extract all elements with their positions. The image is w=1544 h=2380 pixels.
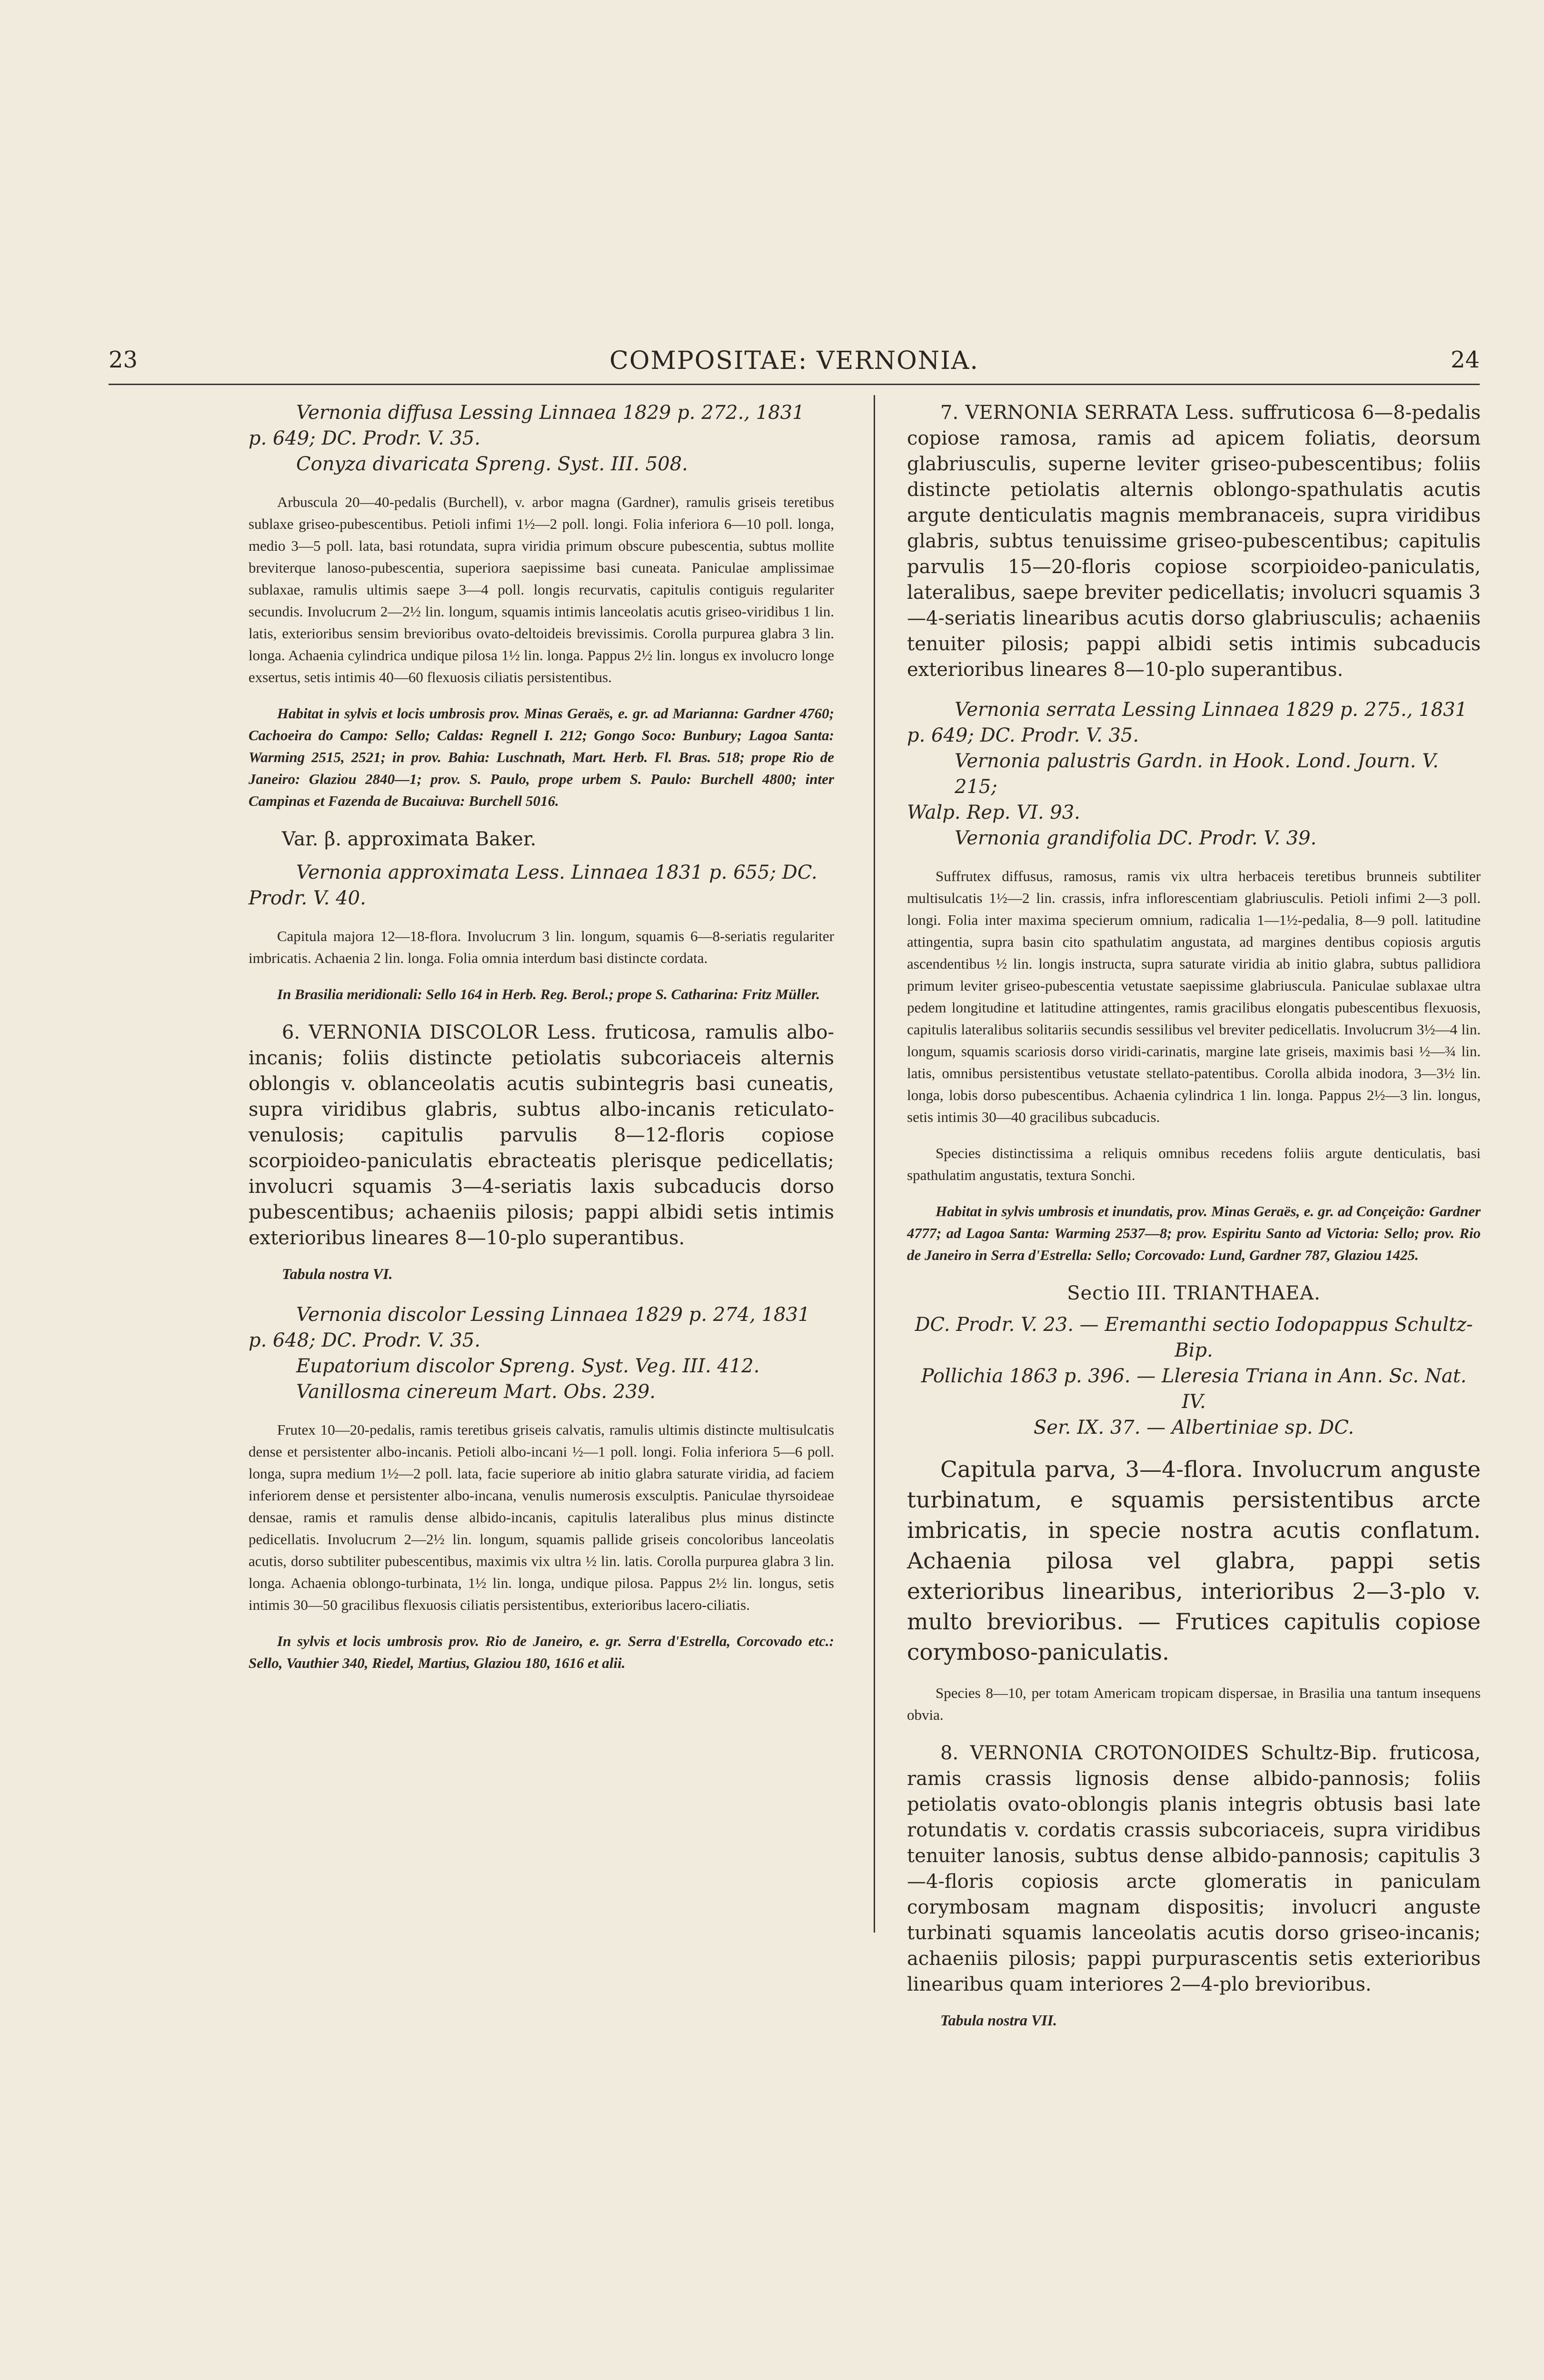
section-description: Capitula parva, 3—4-flora. Involucrum anguste turbinatum, e squamis persistentibus arcte imbricatis, in specie nostra acutis conflatum. Achaenia pilosa vel glabra, pappi setis exterioribus linearibus, interioribus 2—3-plo v. multo brevioribus. — Frutices capitulis copiose corymboso-paniculatis. (907, 1457, 1481, 1666)
habitat-diffusa: Habitat in sylvis et locis umbrosis prov. Minas Geraës, e. gr. ad Marianna: Gardner 4760; Cachoeira do Campo: Sello; Caldas: Regnell I. 212; Gongo Soco: Bunbury; Lagoa Santa: Warming 2515, 2521; in prov. Bahia: Luschnath, Mart. Herb. Fl. Bras. 518; prope Rio de Janeiro: Glaziou 2840—1; prov. S. Paulo, prope urbem S. Paulo: Burchell 4800; inter Campinas et Fazenda de Bucaiuva: Burchell 5016. (249, 705, 834, 809)
running-title: COMPOSITAE: VERNONIA. (609, 347, 979, 375)
note-serrata: Species distinctissima a reliquis omnibus recedens foliis argute denticulatis, basi spathulatim angustatis, textura Sonchi. (907, 1145, 1481, 1183)
section-synonym-line: Pollichia 1863 p. 396. — Lleresia Triana in Ann. Sc. Nat. IV. (921, 1365, 1467, 1413)
synonymy-serrata (907, 697, 1481, 851)
right-column (907, 400, 1481, 2048)
page-number-right: 24 (1450, 347, 1480, 373)
synonym-line: Vernonia palustris Gardn. in Hook. Lond. Journ. V. 215; (955, 750, 1439, 798)
habitat-serrata: Habitat in sylvis umbrosis et inundatis, prov. Minas Geraës, e. gr. ad Conçeição: Gardner 4777; ad Lagoa Santa: Warming 2537—8; prov. Espiritu Santo ad Victoria: Sello; prov. Rio de Janeiro in Serra d'Estrella: Sello; Corcovado: Lund, Gardner 787, Glaziou 1425. (907, 1203, 1481, 1263)
section-synonym-line: Ser. IX. 37. — Albertiniae sp. DC. (1033, 1417, 1355, 1438)
synonym-line: p. 649; DC. Prodr. V. 35. (907, 724, 1139, 746)
synonymy-discolor (249, 1302, 834, 1405)
synonym-line: p. 648; DC. Prodr. V. 35. (249, 1329, 481, 1351)
variety-heading: Var. β. approximata Baker. (282, 828, 537, 850)
synonym-line: Vernonia grandifolia DC. Prodr. V. 39. (955, 827, 1317, 849)
synonym-line: Vernonia discolor Lessing Linnaea 1829 p. 274, 1831 (296, 1304, 810, 1326)
section-heading: Sectio III. TRIANTHAEA. (1067, 1282, 1321, 1304)
synonym-line: p. 649; DC. Prodr. V. 35. (249, 427, 481, 449)
column-divider (874, 395, 875, 1933)
synonymy-diffusa (249, 400, 834, 477)
synonym-line: Walp. Rep. VI. 93. (907, 802, 1080, 823)
species-6-diagnosis: 6. VERNONIA DISCOLOR Less. fruticosa, ramulis albo-incanis; foliis distincte petiolatis subcoriaceis alternis oblongis v. oblanceolatis acutis subintegris basi cuneatis, supra viridibus glabris, subtus albo-incanis reticulato-venulosis; capitulis parvulis 8—12-floris copiose scorpioideo-paniculatis ebracteatis plerisque pedicellatis; involucri squamis 3—4-seriatis laxis subcaducis dorso pubescentibus; achaeniis pilosis; pappi albidi setis intimis exterioribus lineares 8—10-plo superantibus. (249, 1021, 834, 1249)
synonym-line: Vernonia approximata Less. Linnaea 1831 p. 655; DC. (296, 862, 817, 883)
species-8-diagnosis: 8. VERNONIA CROTONOIDES Schultz-Bip. fruticosa, ramis crassis lignosis dense albido-pannosis; foliis petiolatis ovato-oblongis planis integris obtusis basi late rotundatis v. cordatis crassis subcoriaceis, supra viridibus tenuiter lanosis, subtus dense albido-pannosis; capitulis 3—4-floris copiosis arcte glomeratis in paniculam corymbosam magnam dispositis; involucri anguste turbinati squamis lanceolatis acutis dorso griseo-incanis; achaeniis pilosis; pappi purpurascentis setis exterioribus linearibus quam interiores 2—4-plo brevioribus. (907, 1742, 1481, 1995)
left-column (249, 400, 834, 1688)
page-number-left: 23 (109, 347, 138, 373)
species-7-diagnosis: 7. VERNONIA SERRATA Less. suffruticosa 6—8-pedalis copiose ramosa, ramis ad apicem foliatis, deorsum glabriusculis, superne leviter griseo-pubescentibus; foliis distincte petiolatis alternis oblongo-spathulatis acutis argute denticulatis magnis membranaceis, supra viridibus glabris, subtus tenuissime griseo-pubescentibus; capitulis parvulis 15—20-floris copiose scorpioideo-paniculatis, lateralibus, saepe breviter pedicellatis; involucri squamis 3—4-seriatis linearibus acutis dorso glabriusculis; achaeniis tenuiter pilosis; pappi albidi setis intimis subcaducis exterioribus lineares 8—10-plo superantibus. (907, 402, 1481, 681)
synonym-line: Vernonia diffusa Lessing Linnaea 1829 p. 272., 1831 (296, 402, 805, 424)
section-note: Species 8—10, per totam Americam tropicam dispersae, in Brasilia una tantum insequens obvia. (907, 1685, 1481, 1723)
habitat-discolor: In sylvis et locis umbrosis prov. Rio de Janeiro, e. gr. Serra d'Estrella, Corcovado etc.: Sello, Vauthier 340, Riedel, Martius, Glaziou 180, 1616 et alii. (249, 1633, 834, 1671)
habitat-approximata: In Brasilia meridionali: Sello 164 in Herb. Reg. Berol.; prope S. Catharina: Fritz Müller. (277, 986, 820, 1002)
synonym-line: Vanillosma cinereum Mart. Obs. 239. (296, 1381, 656, 1403)
plate-reference-6: Tabula nostra VI. (282, 1265, 393, 1282)
synonym-line: Conyza divaricata Spreng. Syst. III. 508. (296, 453, 688, 475)
synonym-line: Vernonia serrata Lessing Linnaea 1829 p. 275., 1831 (955, 699, 1467, 721)
page-header (109, 333, 1480, 386)
description-diffusa: Arbuscula 20—40-pedalis (Burchell), v. arbor magna (Gardner), ramulis griseis teretibus sublaxe griseo-pubescentibus. Petioli infimi 1½—2 poll. longi. Folia inferiora 6—10 poll. longa, medio 3—5 poll. lata, basi rotundata, supra viridia primum obscure pubescentia, subtus mollite breviterque lanoso-pubescentia, superiora saepissime basi cuneata. Paniculae amplissimae sublaxae, ramulis ultimis saepe 3—4 poll. longis recurvatis, capitulis contiguis regulariter secundis. Involucrum 2—2½ lin. longum, squamis intimis lanceolatis acutis griseo-viridibus 1 lin. latis, exterioribus sensim brevioribus ovato-deltoideis brevissimis. Corolla purpurea glabra 3 lin. longa. Achaenia cylindrica undique pilosa 1½ lin. longa. Pappus 2½ lin. longus ex involucro longe exsertus, setis intimis 40—60 flexuosis ciliatis persistentibus. (249, 494, 834, 685)
description-discolor: Frutex 10—20-pedalis, ramis teretibus griseis calvatis, ramulis ultimis distincte multisulcatis dense et persistenter albo-incanis. Petioli albo-incani ½—1 poll. longi. Folia inferiora 5—6 poll. longa, supra medium 1½—2 poll. lata, facie superiore ab initio glabra saturate viridia, ad faciem inferiorem dense et persistenter albo-incana, venulis numerosis exsculptis. Paniculae thyrsoideae densae, ramis et ramulis dense albido-incanis, capitulis lateralibus plus minus distincte pedicellatis. Involucrum 2—2½ lin. longum, squamis pallide griseis concoloribus lanceolatis acutis, dorso subtiliter pubescentibus, maximis vix ultra ½ lin. latis. Corolla purpurea glabra 3 lin. longa. Achaenia oblongo-turbinata, 1½ lin. longa, undique pilosa. Pappus 2½ lin. longus, setis intimis 30—50 gracilibus flexuosis ciliatis persistentibus, exterioribus lacero-ciliatis. (249, 1421, 834, 1613)
plate-reference-8: Tabula nostra VII. (940, 2012, 1057, 2029)
synonym-line: Prodr. V. 40. (249, 887, 366, 909)
section-synonym-line: DC. Prodr. V. 23. — Eremanthi sectio Iodopappus Schultz-Bip. (915, 1314, 1473, 1361)
synonymy-approximata (249, 860, 834, 911)
section-synonymy (907, 1312, 1481, 1440)
header-rule (109, 384, 1480, 385)
description-serrata: Suffrutex diffusus, ramosus, ramis vix ultra herbaceis teretibus brunneis subtiliter multisulcatis 1½—2 lin. crassis, infra inflorescentiam glabriusculis. Petioli infimi 2—3 poll. longi. Folia inter maxima specierum omnium, radicalia 1—1½-pedalia, 8—9 poll. latitudine attingentia, supra basin cito spathulatim angustata, ad margines dentibus copiosis argutis ascendentibus ½ lin. longis instructa, supra saturate viridia ab initio glabra, subtus pallidiora primum leviter griseo-pubescentia vetustate saepissime glabriuscula. Paniculae sublaxae ultra pedem longitudine et latitudine attingentes, ramis gracilibus elongatis pubescentibus flexuosis, capitulis lateralibus solitariis secundis sessilibus vel breviter pedicellatis. Involucrum 3½—4 lin. longum, squamis scariosis dorso viridi-carinatis, margine late griseis, maximis basi ½—¾ lin. latis, omnibus persistentibus vetustate stellato-patentibus. Corolla albida inodora, 3—3½ lin. longa, lobis dorso pubescentibus. Achaenia cylindrica 1 lin. longa. Pappus 2½—3 lin. longus, setis intimis 30—40 gracilibus subcaducis. (907, 868, 1481, 1125)
synonym-line: Eupatorium discolor Spreng. Syst. Veg. III. 412. (296, 1355, 760, 1377)
description-approximata: Capitula majora 12—18-flora. Involucrum 3 lin. longum, squamis 6—8-seriatis regulariter imbricatis. Achaenia 2 lin. longa. Folia omnia interdum basi distincte cordata. (249, 928, 834, 966)
